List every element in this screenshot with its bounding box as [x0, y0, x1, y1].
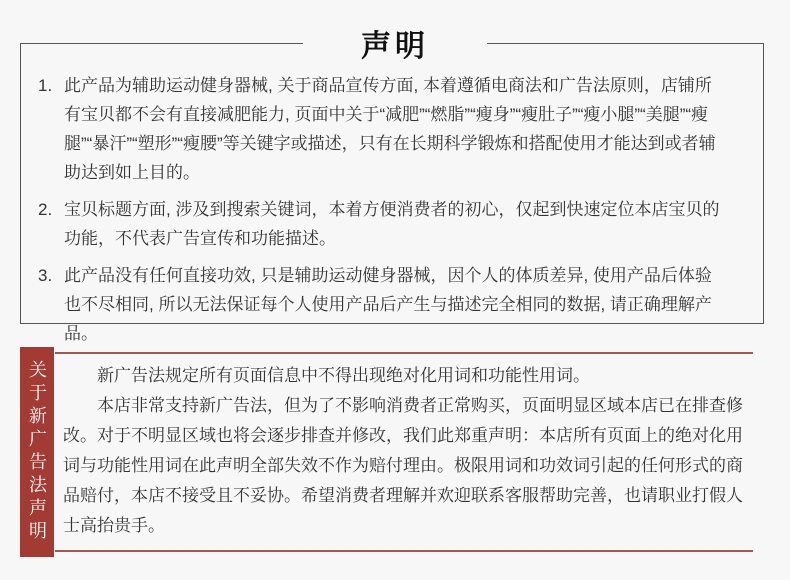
- statement-item-1-number: 1.: [38, 76, 53, 95]
- ad-law-paragraph-2: 本店非常支持新广告法，但为了不影响消费者正常购买，页面明显区域本店已在排查修改。对于不明显区域也将会逐步排查并修改，我们此郑重声明：本店所有页面上的绝对化用词与功能性用词在此声明全部失效不作为赔付理由。极限用词和功效词引起的任何形式的商品赔付，本店不接受且不妥协。希望消费者理解并欢迎联系客服帮助完善，也请职业打假人士高抬贵手。: [63, 396, 743, 535]
- statement-item-2-number: 2.: [38, 200, 53, 219]
- statement-item-2-text: 宝贝标题方面, 涉及到搜索关键词，本着方便消费者的初心，仅起到快速定位本店宝贝的功能，不代表广告宣传和功能描述。: [64, 200, 720, 248]
- ad-law-bottom-divider: [55, 550, 753, 552]
- statement-title: 声明: [303, 21, 487, 65]
- ad-law-vertical-banner: 关于新广告法声明: [20, 347, 54, 557]
- ad-law-paragraph-1: 新广告法规定所有页面信息中不得出现绝对化用词和功能性用词。: [97, 366, 590, 385]
- statement-item-1-text: 此产品为辅助运动健身器械, 关于商品宣传方面, 本着遵循电商法和广告法原则，店铺所有宝贝都不会有直接减肥能力, 页面中关于“减肥”“燃脂”“瘦身”“瘦肚子”“瘦小腿”“美腿”“瘦腿”“暴汗”“塑形”“瘦腰”等关键字或描述，只有在长期科学锻炼和搭配使用才能达到或者辅助达到如上目的。: [64, 76, 716, 182]
- ad-law-top-divider: [55, 352, 753, 354]
- statement-item-1: [38, 71, 726, 187]
- statement-item-3-number: 3.: [38, 266, 53, 285]
- statement-item-2: [38, 195, 726, 253]
- statement-item-3: [38, 261, 726, 348]
- statement-list: [20, 43, 736, 356]
- ad-law-statement-text: [63, 361, 754, 541]
- statement-item-3-text: 此产品没有任何直接功效, 只是辅助运动健身器械，因个人的体质差异, 使用产品后体验也不尽相同, 所以无法保证每个人使用产品后产生与描述完全相同的数据, 请正确理解产品。: [64, 266, 712, 343]
